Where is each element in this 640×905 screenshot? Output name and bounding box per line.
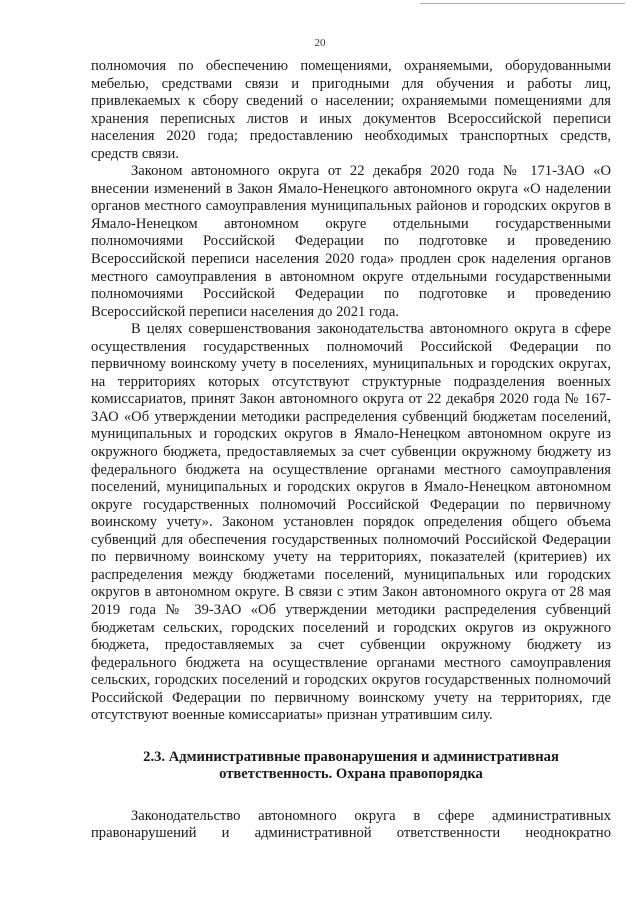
section-heading-line1: 2.3. Административные правонарушения и административная [143,748,559,765]
paragraph-continuation: полномочия по обеспечению помещениями, охраняемыми, оборудованными мебелью, средствами связи и пригодными для обучения и работы лиц, привлекаемых к сбору сведений о населении; охраняемыми помещениями для хранения переписных листов и иных документов Всероссийской переписи населения 2020 года; предоставлению необходимых транспортных средств, средств связи. [91,58,611,162]
paragraph-admin-offenses: Законодательство автономного округа в сфере административных правонарушений и административной ответственности неоднократно [91,807,611,842]
header-rule [420,3,625,4]
paragraph-military-registration: В целях совершенствования законодательства автономного округа в сфере осуществления государственных полномочий Российской Федерации по первичному воинскому учету в поселениях, муниципальных и городских округах, на территориях которых отсутствуют структурные подразделения военных комиссариатов, принят Закон автономного округа от 22 декабря 2020 года № 167-ЗАО «Об утверждении методики распределения субвенций бюджетам поселений, муниципальных и городских округов в Ямало-Ненецком автономном округе из окружного бюджета, предоставляемых за счет субвенции окружному бюджету из федерального бюджета на осуществление органами местного самоуправления поселений, муниципальных и городских округов в Ямало-Ненецком автономном округе государственных полномочий Российской Федерации по первичному воинскому учету». Законом установлен порядок определения общего объема субвенций для обеспечения государственных полномочий Российской Федерации по первичному воинскому учету на территориях, показателей (критериев) их распределения между бюджетами поселений, муниципальных или городских округов в автономном округе. В связи с этим Закон автономного округа от 28 мая 2019 года № 39-ЗАО «Об утверждении методики распределения субвенций бюджетам сельских, городских поселений и городских округов из окружного бюджета, предоставляемых за счет субвенции окружному бюджету из федерального бюджета на осуществление органами местного самоуправления сельских, городских поселений и городских округов государственных полномочий Российской Федерации по первичному воинскому учету на территориях, где отсутствуют военные комиссариаты» признан утратившим силу. [91,321,611,724]
page-number: 20 [314,37,326,49]
section-heading-line2: ответственность. Охрана правопорядка [219,766,483,783]
page-body [91,58,611,843]
section-heading [91,749,611,784]
paragraph-census-law: Законом автономного округа от 22 декабря 2020 года № 171-ЗАО «О внесении изменений в Закон Ямало-Ненецкого автономного округа «О наделении органов местного самоуправления муниципальных районов и городских округов в Ямало-Ненецком автономном округе отдельными государственными полномочиями Российской Федерации по подготовке и проведению Всероссийской переписи населения 2020 года» продлен срок наделения органов местного самоуправления в автономном округе отдельными государственными полномочиями Российской Федерации по подготовке и проведению Всероссийской переписи населения до 2021 года. [91,163,611,320]
